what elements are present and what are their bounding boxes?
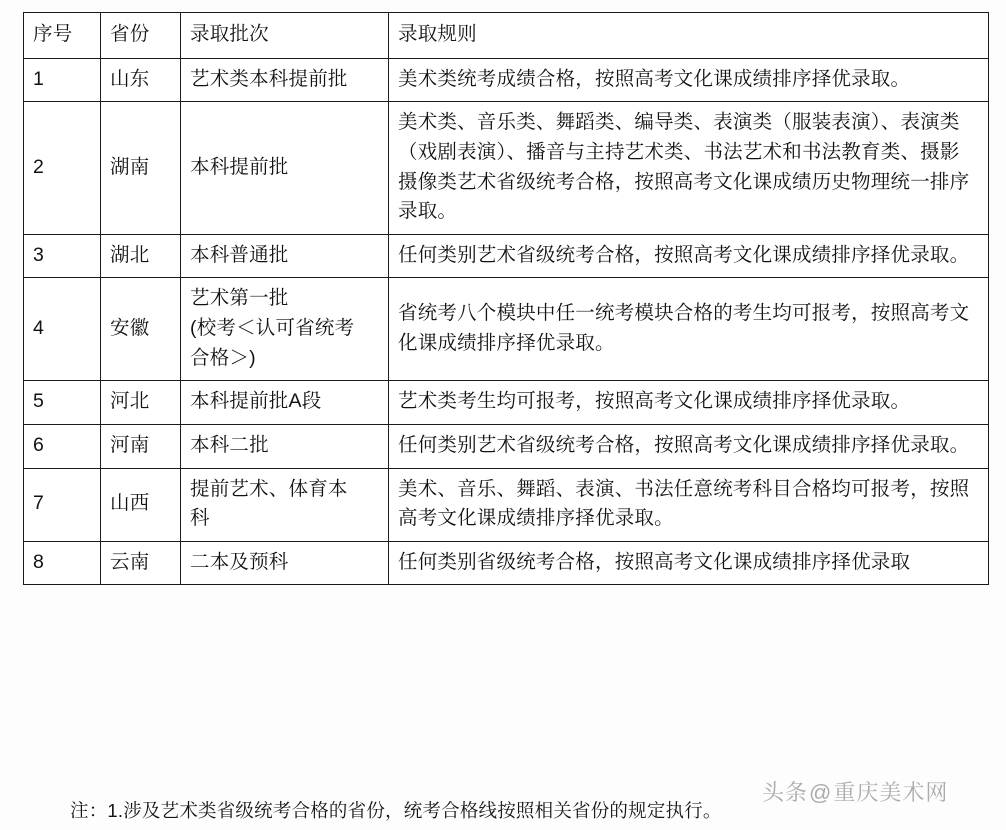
cell-no: 7 [24, 468, 101, 541]
batch-line: 本科提前批A段 [190, 390, 322, 413]
cell-no: 5 [24, 381, 101, 425]
cell-rule: 任何类别省级统考合格，按照高考文化课成绩排序择优录取 [389, 541, 989, 585]
cell-batch [181, 381, 389, 425]
cell-rule: 任何类别艺术省级统考合格，按照高考文化课成绩排序择优录取。 [389, 424, 989, 468]
table-row [24, 468, 989, 541]
admissions-rules-table [23, 12, 989, 585]
watermark-at-sign: @ [809, 780, 833, 805]
batch-line: 艺术类本科提前批 [190, 67, 348, 90]
cell-rule: 任何类别艺术省级统考合格，按照高考文化课成绩排序择优录取。 [389, 234, 989, 278]
table-footnote: 注：1.涉及艺术类省级统考合格的省份，统考合格线按照相关省份的规定执行。 [70, 800, 722, 821]
cell-batch [181, 102, 389, 235]
cell-no: 6 [24, 424, 101, 468]
batch-line: 本科二批 [190, 433, 269, 456]
table-row [24, 278, 989, 381]
cell-batch [181, 468, 389, 541]
cell-rule: 美术类、音乐类、舞蹈类、编导类、表演类（服装表演）、表演类（戏剧表演）、播音与主持艺术类、书法艺术和书法教育类、摄影摄像类艺术省级统考合格，按照高考文化课成绩历史物理统一排序录取。 [389, 102, 989, 235]
cell-rule: 艺术类考生均可报考，按照高考文化课成绩排序择优录取。 [389, 381, 989, 425]
cell-no: 8 [24, 541, 101, 585]
table-header-row [24, 13, 989, 59]
cell-rule: 美术、音乐、舞蹈、表演、书法任意统考科目合格均可报考，按照高考文化课成绩排序择优录取。 [389, 468, 989, 541]
cell-batch [181, 424, 389, 468]
column-header-rule: 录取规则 [389, 13, 989, 59]
table-row [24, 381, 989, 425]
cell-no: 3 [24, 234, 101, 278]
watermark-site: 重庆美术网 [833, 780, 949, 805]
cell-province: 湖南 [101, 102, 181, 235]
cell-province: 安徽 [101, 278, 181, 381]
batch-line: 二本及预科 [190, 550, 289, 573]
cell-province: 湖北 [101, 234, 181, 278]
batch-line: 本科提前批 [190, 155, 289, 178]
batch-line: 本科普通批 [190, 243, 289, 266]
column-header-no: 序号 [24, 13, 101, 59]
batch-line: (校考＜认可省统考 [190, 317, 355, 339]
table-row [24, 58, 989, 102]
table-row [24, 424, 989, 468]
cell-province: 云南 [101, 541, 181, 585]
cell-no: 1 [24, 58, 101, 102]
column-header-province: 省份 [101, 13, 181, 59]
cell-province: 河北 [101, 381, 181, 425]
batch-line: 提前艺术、体育本 [190, 477, 348, 500]
table-row [24, 234, 989, 278]
cell-province: 山西 [101, 468, 181, 541]
cell-batch [181, 541, 389, 585]
table-row [24, 102, 989, 235]
watermark-prefix: 头条 [762, 780, 809, 805]
batch-line: 艺术第一批 [190, 287, 289, 310]
cell-no: 4 [24, 278, 101, 381]
cell-batch [181, 234, 389, 278]
cell-province: 山东 [101, 58, 181, 102]
table-body [24, 58, 989, 585]
cell-no: 2 [24, 102, 101, 235]
cell-province: 河南 [101, 424, 181, 468]
batch-line: 科 [190, 507, 210, 530]
cell-batch [181, 278, 389, 381]
batch-line: 合格＞) [190, 346, 256, 369]
cell-batch [181, 58, 389, 102]
table-header [24, 13, 989, 59]
cell-rule: 美术类统考成绩合格，按照高考文化课成绩排序择优录取。 [389, 58, 989, 102]
column-header-batch: 录取批次 [181, 13, 389, 59]
cell-rule: 省统考八个模块中任一统考模块合格的考生均可报考，按照高考文化课成绩排序择优录取。 [389, 278, 989, 381]
table-row [24, 541, 989, 585]
